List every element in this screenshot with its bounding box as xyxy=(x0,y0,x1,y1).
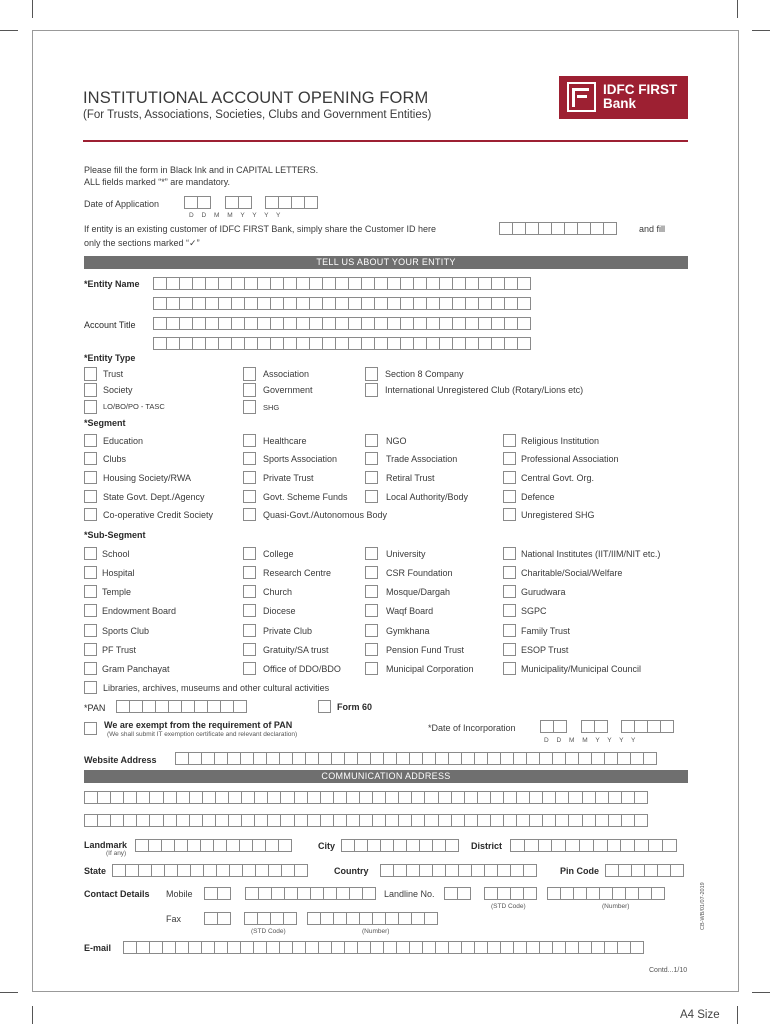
checkbox-local-authority[interactable] xyxy=(365,490,378,503)
option-label: Healthcare xyxy=(263,436,307,446)
crop-mark xyxy=(737,0,738,18)
page-size-label: A4 Size xyxy=(680,1009,720,1021)
option-label: Private Trust xyxy=(263,473,314,483)
checkbox-college[interactable] xyxy=(243,547,256,560)
checkbox-csr-foundation[interactable] xyxy=(365,566,378,579)
option-label: Defence xyxy=(521,492,555,502)
fax-std-caption: (STD Code) xyxy=(251,928,286,935)
option-label: Endowment Board xyxy=(102,606,177,616)
checkbox-religious-institution[interactable] xyxy=(503,434,516,447)
pincode-label: Pin Code xyxy=(560,866,600,876)
fax-country-code-input[interactable] xyxy=(204,912,230,925)
option-label: Research Centre xyxy=(263,568,332,578)
checkbox-cooperative-credit-society[interactable] xyxy=(84,508,97,521)
form-60-label: Form 60 xyxy=(337,702,373,712)
fax-number-input[interactable] xyxy=(307,912,437,925)
option-label: Charitable/Social/Welfare xyxy=(521,568,623,578)
option-label: Gymkhana xyxy=(386,626,430,636)
checkbox-state-govt-dept[interactable] xyxy=(84,490,97,503)
checkbox-national-institutes[interactable] xyxy=(503,547,516,560)
customer-id-input[interactable] xyxy=(499,222,616,235)
bank-name-line1: IDFC FIRST xyxy=(603,82,678,97)
pan-exempt-label: We are exempt from the requirement of PAN xyxy=(104,720,293,730)
option-label: Association xyxy=(263,369,310,379)
checkbox-ngo[interactable] xyxy=(365,434,378,447)
checkbox-sports-club[interactable] xyxy=(84,624,97,637)
bank-name-line2: Bank xyxy=(603,96,637,111)
section-communication-header: COMMUNICATION ADDRESS xyxy=(84,770,688,783)
checkbox-professional-association[interactable] xyxy=(503,452,516,465)
landline-number-caption: (Number) xyxy=(602,903,630,910)
option-label: Government xyxy=(263,385,313,395)
option-label: Sports Association xyxy=(263,454,338,464)
landmark-note: (If any) xyxy=(106,850,127,857)
fax-label: Fax xyxy=(166,914,182,924)
option-label: Education xyxy=(103,436,144,446)
account-title-input-row1[interactable] xyxy=(153,317,530,330)
option-label: Society xyxy=(103,385,133,395)
mobile-number-input[interactable] xyxy=(245,887,375,900)
city-label: City xyxy=(318,841,336,851)
option-label: Local Authority/Body xyxy=(386,492,469,502)
checkbox-endowment-board[interactable] xyxy=(84,604,97,617)
option-label: Govt. Scheme Funds xyxy=(263,492,348,502)
pan-exempt-note: (We shall submit IT exemption certificate and relevant declaration) xyxy=(107,731,298,738)
option-label: Family Trust xyxy=(521,626,571,636)
checkbox-libraries-archives[interactable] xyxy=(84,681,97,694)
pan-label: *PAN xyxy=(84,703,106,713)
checkbox-school[interactable] xyxy=(84,547,97,560)
page-continuation: Contd...1/10 xyxy=(649,967,688,974)
option-label: Gram Panchayat xyxy=(102,664,170,674)
website-input[interactable] xyxy=(175,752,656,765)
checkbox-research-centre[interactable] xyxy=(243,566,256,579)
checkbox-lo-bo-po[interactable] xyxy=(84,400,97,414)
application-date-year[interactable] xyxy=(265,196,317,209)
incorporation-date-hint: D D M M Y Y Y Y xyxy=(544,737,639,744)
checkbox-gymkhana[interactable] xyxy=(365,624,378,637)
checkbox-gurudwara[interactable] xyxy=(503,585,516,598)
email-label: E-mail xyxy=(84,943,112,953)
option-label: Waqf Board xyxy=(386,606,434,616)
landline-label: Landline No. xyxy=(384,889,435,899)
option-label: Clubs xyxy=(103,454,127,464)
contact-details-label: Contact Details xyxy=(84,889,150,899)
landline-country-code-input[interactable] xyxy=(444,887,470,900)
website-label: Website Address xyxy=(84,755,157,765)
address-line1-input[interactable] xyxy=(84,791,647,804)
option-label: Private Club xyxy=(263,626,313,636)
checkbox-municipality[interactable] xyxy=(503,662,516,675)
country-label: Country xyxy=(334,866,369,876)
crop-mark xyxy=(737,1006,738,1024)
checkbox-section-8-company[interactable] xyxy=(365,367,378,381)
crop-mark xyxy=(0,992,18,993)
account-title-input-row2[interactable] xyxy=(153,337,530,350)
city-input[interactable] xyxy=(341,839,458,852)
option-label: Unregistered SHG xyxy=(521,510,595,520)
checkbox-shg[interactable] xyxy=(243,400,256,414)
checkbox-church[interactable] xyxy=(243,585,256,598)
form-subtitle: (For Trusts, Associations, Societies, Clubs and Government Entities) xyxy=(83,109,432,121)
option-label: Gurudwara xyxy=(521,587,566,597)
section-entity-header: TELL US ABOUT YOUR ENTITY xyxy=(84,256,688,269)
checkbox-defence[interactable] xyxy=(503,490,516,503)
option-label: Gratuity/SA trust xyxy=(263,645,329,655)
crop-mark xyxy=(752,30,770,31)
country-input[interactable] xyxy=(380,864,536,877)
checkbox-hospital[interactable] xyxy=(84,566,97,579)
mobile-label: Mobile xyxy=(166,889,193,899)
checkbox-housing-society[interactable] xyxy=(84,471,97,484)
checkbox-pf-trust[interactable] xyxy=(84,643,97,656)
checkbox-esop-trust[interactable] xyxy=(503,643,516,656)
option-label: National Institutes (IIT/IIM/NIT etc.) xyxy=(521,549,661,559)
checkbox-waqf-board[interactable] xyxy=(365,604,378,617)
option-label: CSR Foundation xyxy=(386,568,453,578)
option-label: University xyxy=(386,549,426,559)
sub-segment-label: *Sub-Segment xyxy=(84,530,146,540)
option-label: LO/BO/PO - TASC xyxy=(103,402,165,411)
state-label: State xyxy=(84,866,107,876)
incorporation-date-month[interactable] xyxy=(581,720,607,733)
option-label: Trade Association xyxy=(386,454,458,464)
option-label: Sports Club xyxy=(102,626,150,636)
pan-input[interactable] xyxy=(116,700,246,713)
incorporation-date-day[interactable] xyxy=(540,720,566,733)
checkbox-sgpc[interactable] xyxy=(503,604,516,617)
option-label: International Unregistered Club (Rotary/Lions etc) xyxy=(385,385,584,395)
checkbox-retiral-trust[interactable] xyxy=(365,471,378,484)
option-label: Religious Institution xyxy=(521,436,600,446)
option-label: College xyxy=(263,549,294,559)
checkbox-private-club[interactable] xyxy=(243,624,256,637)
landmark-label: Landmark xyxy=(84,840,128,850)
existing-customer-line2: only the sections marked “✓” xyxy=(84,238,200,248)
checkbox-govt-scheme-funds[interactable] xyxy=(243,490,256,503)
checkbox-quasi-govt[interactable] xyxy=(243,508,256,521)
option-label: Municipality/Municipal Council xyxy=(521,664,642,674)
checkbox-central-govt-org[interactable] xyxy=(503,471,516,484)
address-line2-input[interactable] xyxy=(84,814,647,827)
mobile-country-code-input[interactable] xyxy=(204,887,230,900)
option-label: Hospital xyxy=(102,568,135,578)
checkbox-family-trust[interactable] xyxy=(503,624,516,637)
option-label: SHG xyxy=(263,403,280,412)
fax-std-input[interactable] xyxy=(244,912,296,925)
checkbox-private-trust[interactable] xyxy=(243,471,256,484)
checkbox-trust[interactable] xyxy=(84,367,97,381)
checkbox-unregistered-shg[interactable] xyxy=(503,508,516,521)
checkbox-association[interactable] xyxy=(243,367,256,381)
option-label: Libraries, archives, museums and other cultural activities xyxy=(103,683,330,693)
option-label: Central Govt. Org. xyxy=(521,473,595,483)
incorporation-date-year[interactable] xyxy=(621,720,673,733)
checkbox-healthcare[interactable] xyxy=(243,434,256,447)
pincode-input[interactable] xyxy=(605,864,683,877)
checkbox-clubs[interactable] xyxy=(84,452,97,465)
entity-name-input-row1[interactable] xyxy=(153,277,530,290)
option-label: Mosque/Dargah xyxy=(386,587,451,597)
account-title-label: Account Title xyxy=(84,320,136,330)
checkbox-temple[interactable] xyxy=(84,585,97,598)
option-label: NGO xyxy=(386,436,407,446)
crop-mark xyxy=(32,0,33,18)
checkbox-charitable-social[interactable] xyxy=(503,566,516,579)
incorporation-date-label: *Date of Incorporation xyxy=(428,723,516,733)
checkbox-form-60[interactable] xyxy=(318,700,331,713)
instruction-line1: Please fill the form in Black Ink and in CAPITAL LETTERS. xyxy=(84,165,319,175)
bank-logo-icon xyxy=(567,82,596,112)
form-code: CB-WB/01/07-2019 xyxy=(700,882,706,930)
landline-number-input[interactable] xyxy=(547,887,664,900)
crop-mark xyxy=(32,1006,33,1024)
application-date-day[interactable] xyxy=(184,196,210,209)
option-label: Section 8 Company xyxy=(385,369,464,379)
option-label: Quasi-Govt./Autonomous Body xyxy=(263,510,388,520)
header-divider xyxy=(83,140,688,142)
existing-customer-suffix: and fill xyxy=(639,224,666,234)
bank-logo xyxy=(559,76,688,119)
checkbox-education[interactable] xyxy=(84,434,97,447)
entity-name-input-row2[interactable] xyxy=(153,297,530,310)
email-input[interactable] xyxy=(123,941,643,954)
option-label: State Govt. Dept./Agency xyxy=(103,492,205,502)
landline-std-caption: (STD Code) xyxy=(491,903,526,910)
checkbox-municipal-corporation[interactable] xyxy=(365,662,378,675)
option-label: Professional Association xyxy=(521,454,619,464)
option-label: Church xyxy=(263,587,293,597)
district-input[interactable] xyxy=(510,839,676,852)
checkbox-pan-exempt[interactable] xyxy=(84,722,97,735)
fax-number-caption: (Number) xyxy=(362,928,390,935)
district-label: District xyxy=(471,841,503,851)
instruction-line2: ALL fields marked “*” are mandatory. xyxy=(84,177,231,187)
form-title: INSTITUTIONAL ACCOUNT OPENING FORM xyxy=(83,89,429,107)
checkbox-pension-fund-trust[interactable] xyxy=(365,643,378,656)
option-label: Diocese xyxy=(263,606,296,616)
landmark-input[interactable] xyxy=(135,839,291,852)
checkbox-gram-panchayat[interactable] xyxy=(84,662,97,675)
option-label: SGPC xyxy=(521,606,547,616)
entity-type-label: *Entity Type xyxy=(84,353,136,363)
checkbox-sports-association[interactable] xyxy=(243,452,256,465)
checkbox-gratuity-trust[interactable] xyxy=(243,643,256,656)
checkbox-office-ddo-bdo[interactable] xyxy=(243,662,256,675)
option-label: School xyxy=(102,549,130,559)
entity-name-label: *Entity Name xyxy=(84,279,140,289)
checkbox-mosque-dargah[interactable] xyxy=(365,585,378,598)
checkbox-government[interactable] xyxy=(243,383,256,397)
state-input[interactable] xyxy=(112,864,307,877)
checkbox-university[interactable] xyxy=(365,547,378,560)
crop-mark xyxy=(0,30,18,31)
date-of-application-label: Date of Application xyxy=(84,199,160,209)
option-label: Trust xyxy=(103,369,124,379)
option-label: Office of DDO/BDO xyxy=(263,664,341,674)
application-date-hint: D D M M Y Y Y Y xyxy=(189,212,284,219)
application-date-month[interactable] xyxy=(225,196,251,209)
crop-mark xyxy=(752,992,770,993)
segment-label: *Segment xyxy=(84,418,126,428)
option-label: Pension Fund Trust xyxy=(386,645,465,655)
checkbox-trade-association[interactable] xyxy=(365,452,378,465)
option-label: Municipal Corporation xyxy=(386,664,474,674)
checkbox-diocese[interactable] xyxy=(243,604,256,617)
existing-customer-text: If entity is an existing customer of IDFC FIRST Bank, simply share the Customer ID here xyxy=(84,224,436,234)
option-label: Housing Society/RWA xyxy=(103,473,192,483)
option-label: ESOP Trust xyxy=(521,645,569,655)
option-label: Retiral Trust xyxy=(386,473,435,483)
checkbox-international-club[interactable] xyxy=(365,383,378,397)
landline-std-input[interactable] xyxy=(484,887,536,900)
option-label: Co-operative Credit Society xyxy=(103,510,214,520)
option-label: PF Trust xyxy=(102,645,137,655)
option-label: Temple xyxy=(102,587,132,597)
checkbox-society[interactable] xyxy=(84,383,97,397)
